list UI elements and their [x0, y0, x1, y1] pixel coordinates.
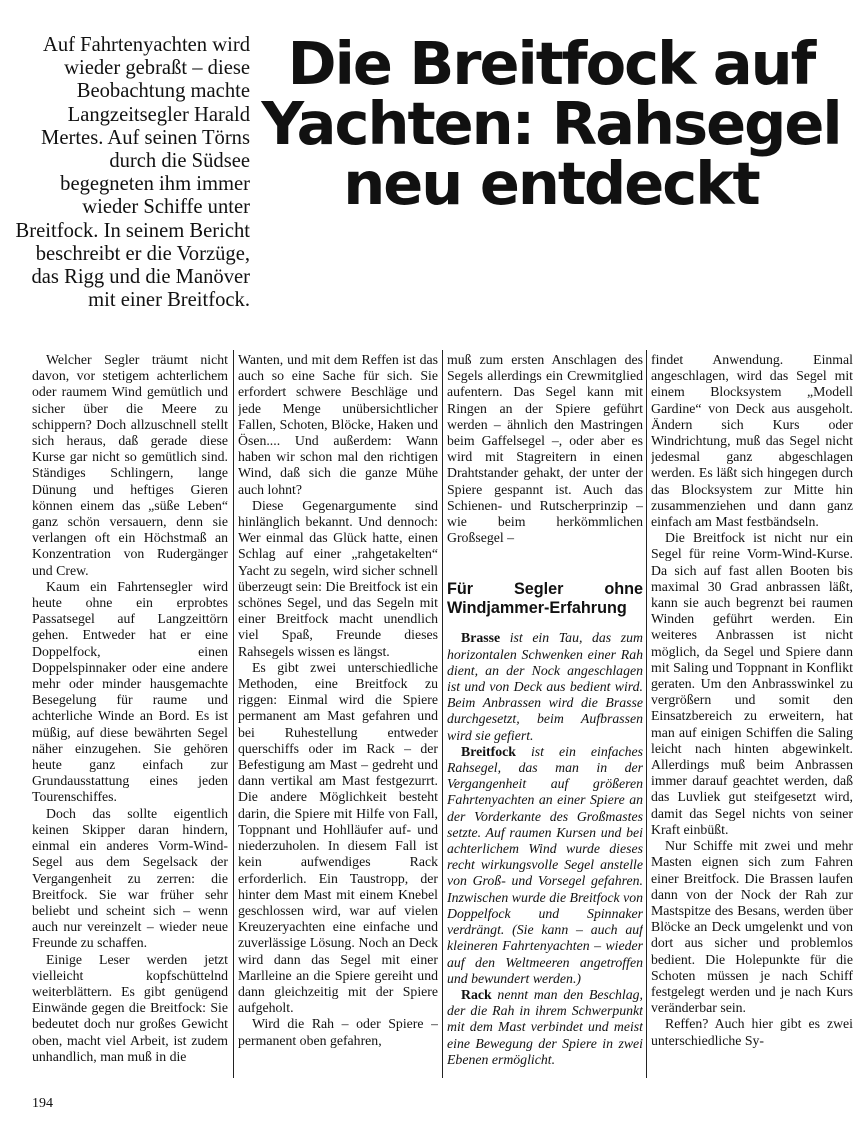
glossary-entry-breitfock — [447, 744, 643, 987]
paragraph: Die Breitfock ist nicht nur ein Segel für reine Vorm-Wind-Kurse. Da sich auf fast allen Booten bis maximal 30 Grad anbrassen läßt, kann sie auch begrenzt bei raumen Winden geführt werden. Ein weiteres Anbrassen ist nicht möglich, da Segel und Spiere dann mit Saling und Toppnant in Konflikt geraten. Um den Anbrasswinkel zu vergrößern und somit den Einsatzbereich zu erweitern, hat man auf einigen Schiffen die Saling leicht nach hinten abgewinkelt. Allerdings muß beim Anbrassen immer darauf geachtet werden, daß das Luvliek gut steifgesetzt wird, damit das Segel nichts von seiner Kraft einbüßt. — [651, 530, 853, 837]
glossary-term: Rack — [461, 986, 492, 1002]
paragraph: Es gibt zwei unterschiedliche Methoden, eine Breitfock zu riggen: Einmal wird die Spiere permanent am Mast gefahren und bei Ruhestellung entweder querschiffs oder im Rack – der Befestigung am Mast – gedreht und dann vertikal am Mast festgezurrt. Die andere Möglichkeit besteht darin, die Spiere mit Hilfe von Fall, Toppnant und Hohlläufer auf- und niederzuholen. In diesem Fall ist kein aufwendiges Rack erforderlich. Ein Taustropp, der hinter dem Mast mit einem Knebel geschlossen wird, war auf vielen Kreuzeryachten eine einfache und zuverlässige Lösung. Noch an Deck wird dann das Segel mit einer Marlleine an die Spiere gereiht und dann gleichzeitig mit der Spiere aufgeholt. — [238, 659, 438, 1016]
paragraph: findet Anwendung. Einmal angeschlagen, wird das Segel mit einem Blocksystem „Modell Gardine“ von Deck aus ausgeholt. Ändern sich Kurs oder Windrichtung, muß das Segel nicht jedesmal ganz abgeschlagen werden. Es läßt sich hingegen durch das Blocksystem zur Mitte hin zusammenziehen und dann ganz einfach am Mast festbändseln. — [651, 352, 853, 530]
glossary-definition: ist ein einfaches Rahsegel, das man in der Vergangenheit auf größeren Fahrtenyachten an einer Spiere an der Vorderkante des Großmastes setzte. Auf raumen Kursen und bei achterlichem Wind wurde dieses recht wirkungsvolle Segel anstelle von Groß- und Vorsegel gefahren. Inzwischen wurde die Breitfock von Doppelfock und Spinnaker verdrängt. (Sie kann – auch auf kleineren Fahrtenyachten – wieder auf den Weltmeeren angetroffen und bewundert werden.) — [447, 743, 643, 986]
glossary-term: Brasse — [461, 630, 501, 646]
article-column-4 — [651, 352, 853, 1078]
page-number: 194 — [32, 1096, 53, 1111]
paragraph: Einige Leser werden jetzt vielleicht kopfschüttelnd weiterblättern. Es gibt genügend Einwände gegen die Breitfock: Sie bedeutet doch nur großes Gewicht oben, macht viel Arbeit, ist zudem unhandlich, man muß in die — [32, 951, 228, 1064]
glossary-term: Breitfock — [461, 743, 516, 759]
paragraph: muß zum ersten Anschlagen des Segels allerdings ein Crewmitglied aufentern. Das Segel kann mit Ringen an der Spiere geführt werden – ähnlich den Mastringen beim Gaffelsegel –, oder aber es wird mit Stagreitern in einen Drahtstander gehakt, der unter der Spiere gespannt ist. Auch das Schienen- und Rutscherprinzip – wie beim herkömmlichen Großsegel – — [447, 352, 643, 546]
glossary-entry-brasse — [447, 630, 643, 743]
article-column-2 — [238, 352, 438, 1078]
intro-text: Auf Fahrtenyachten wird wieder gebraßt – diese Beobachtung machte Langzeitsegler Harald Mertes. Auf seinen Törns durch die Südsee begegneten ihm immer wieder Schiffe unter Breitfock. In seinem Bericht beschreibt er die Vorzüge, das Rigg und die Manöver mit einer Breitfock. — [15, 34, 250, 312]
column-divider — [646, 350, 647, 1078]
paragraph: Welcher Segler träumt nicht davon, vor stetigem achterlichem oder raumem Wind gemütlich und sicher über die Meere zu schippern? Doch allzuschnell stellt sich heraus, daß gerade diese Kurse gar nicht so gemütlich sind. Ständiges Schlingern, lange Dünung und heftiges Gieren können einem das „süße Leben“ ganz schön versauern, denn sie verlangen oft ein Höchstmaß an Konzentration von Rudergänger und Crew. — [32, 352, 228, 578]
glossary-definition: nennt man den Beschlag, der die Rah in ihrem Schwerpunkt mit dem Mast verbindet und meist eine Bewegung der Spiere in zwei Ebenen ermöglicht. — [447, 986, 643, 1067]
column-divider — [442, 350, 443, 1078]
paragraph: Doch das sollte eigentlich keinen Skipper daran hindern, einmal ein anderes Vorm-Wind-Segel aus dem Segelsack der Vergangenheit zu zerren: die Breitfock. Sie war früher sehr beliebt und scheint sich – wenn auch nur vereinzelt – wieder neue Freunde zu schaffen. — [32, 805, 228, 951]
glossary-entry-rack — [447, 987, 643, 1068]
headline: Die Breitfock auf Yachten: Rahsegel neu entdeckt — [261, 29, 841, 218]
paragraph: Kaum ein Fahrtensegler wird heute ohne ein erprobtes Passatsegel auf Langzeittörn gehen. Entweder hat er eine Doppelfock, einen Doppelspinnaker oder eine andere mehr oder minder hausgemachte Besegelung für raume und achterliche Winde an Bord. Es ist müßig, auf diese bewährten Segel näher einzugehen. Sie gehören heute ganz einfach zur Grundausstattung eines jeden Tourenschiffes. — [32, 578, 228, 805]
column-divider — [233, 350, 234, 1078]
paragraph: Wanten, und mit dem Reffen ist das auch so eine Sache für sich. Sie erfordert schwere Beschläge und jede Menge unübersichtlicher Fallen, Schoten, Blöcke, Haken und Ösen.... Und außerdem: Wann haben wir schon mal den richtigen Wind, daß sich die ganze Mühe auch lohnt? — [238, 352, 438, 497]
paragraph: Wird die Rah – oder Spiere – permanent oben gefahren, — [238, 1016, 438, 1048]
article-column-3 — [447, 352, 643, 1078]
paragraph: Reffen? Auch hier gibt es zwei unterschiedliche Sy- — [651, 1016, 853, 1048]
glossary-definition: ist ein Tau, das zum horizontalen Schwenken einer Rah dient, an der Nock angeschlagen ist und von Deck aus bedient wird. Beim Anbrassen wird die Brasse durchgesetzt, beim Aufbrassen wird sie gefiert. — [447, 630, 643, 743]
article-column-1 — [32, 352, 228, 1078]
sidebar-title: Für Segler ohne Windjammer-Erfahrung — [447, 580, 643, 618]
paragraph: Diese Gegenargumente sind hinlänglich bekannt. Und dennoch: Wer einmal das Glück hatte, einen Schlag auf einer „rahgetakelten“ Yacht zu segeln, wird sicher schnell überzeugt sein: Die Breitfock ist ein schönes Segel, und das Segeln mit einer Breitfock macht unendlich viel Spaß, Freunde dieses Rahsegels wissen es längst. — [238, 497, 438, 659]
paragraph: Nur Schiffe mit zwei und mehr Masten eignen sich zum Fahren einer Breitfock. Die Brassen laufen dann von der Nock der Rah zur Mastspitze des Besans, werden über Blöcke an Deck umgelenkt und von dort aus sicher und problemlos bedient. Die Holepunkte für die Schoten müssen je nach Schiff festgelegt werden und je nach Kurs veränderbar sein. — [651, 838, 853, 1016]
